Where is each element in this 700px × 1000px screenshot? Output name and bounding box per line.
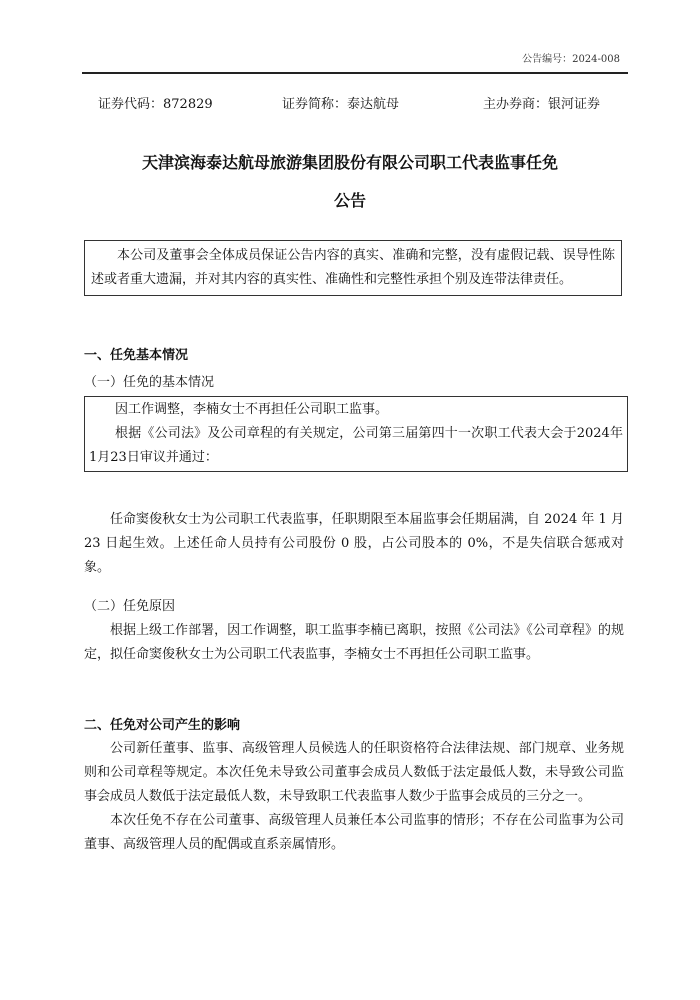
paragraph: 根据《公司法》及公司章程的有关规定，公司第三届第四十一次职工代表大会于2024年1月23日审议并通过： <box>89 426 623 465</box>
sponsor-broker: 主办券商：银河证券 <box>483 97 601 112</box>
section-heading-2: 二、任免对公司产生的影响 <box>84 718 241 733</box>
appointment-paragraph <box>84 508 624 580</box>
document-subtitle: 公告 <box>333 191 366 210</box>
reason-paragraph <box>84 619 624 667</box>
document-title: 天津滨海泰达航母旅游集团股份有限公司职工代表监事任免 <box>141 153 558 172</box>
subsection-heading-1: （一）任免的基本情况 <box>84 375 215 390</box>
stock-code: 证券代码：872829 <box>98 97 213 112</box>
disclaimer-text: 本公司及董事会全体成员保证公告内容的真实、准确和完整，没有虚假记载、误导性陈述或者重大遗漏，并对其内容的真实性、准确性和完整性承担个别及连带法律责任。 <box>91 248 615 287</box>
paragraph: 因工作调整，李楠女士不再担任公司职工监事。 <box>115 402 389 417</box>
paragraph: 公司新任董事、监事、高级管理人员候选人的任职资格符合法律法规、部门规章、业务规则和公司章程等规定。本次任免未导致公司董事会成员人数低于法定最低人数，未导致公司监事会成员人数低于法定最低人数，未导致职工代表监事人数少于监事会成员的三分之一。 <box>84 741 624 804</box>
impact-paragraphs <box>84 737 624 857</box>
header-rule <box>82 72 628 74</box>
paragraph: 根据上级工作部署，因工作调整，职工监事李楠已离职，按照《公司法》《公司章程》的规定，拟任命窦俊秋女士为公司职工代表监事，李楠女士不再担任公司职工监事。 <box>84 623 624 662</box>
disclaimer-box <box>84 240 622 296</box>
section-heading-1: 一、任免基本情况 <box>84 348 189 363</box>
subsection-heading-2: （二）任免原因 <box>84 599 176 614</box>
resolution-box <box>84 396 628 472</box>
paragraph: 本次任免不存在公司董事、高级管理人员兼任本公司监事的情形；不存在公司监事为公司董事、高级管理人员的配偶或直系亲属情形。 <box>84 813 624 852</box>
announcement-number: 公告编号：2024-008 <box>522 54 620 65</box>
stock-abbreviation: 证券简称：泰达航母 <box>282 97 400 112</box>
paragraph: 任命窦俊秋女士为公司职工代表监事，任职期限至本届监事会任期届满，自 2024 年 1 月 23 日起生效。上述任命人员持有公司股份 0 股，占公司股本的 0%，不是失信联合惩戒对象。 <box>84 512 624 575</box>
